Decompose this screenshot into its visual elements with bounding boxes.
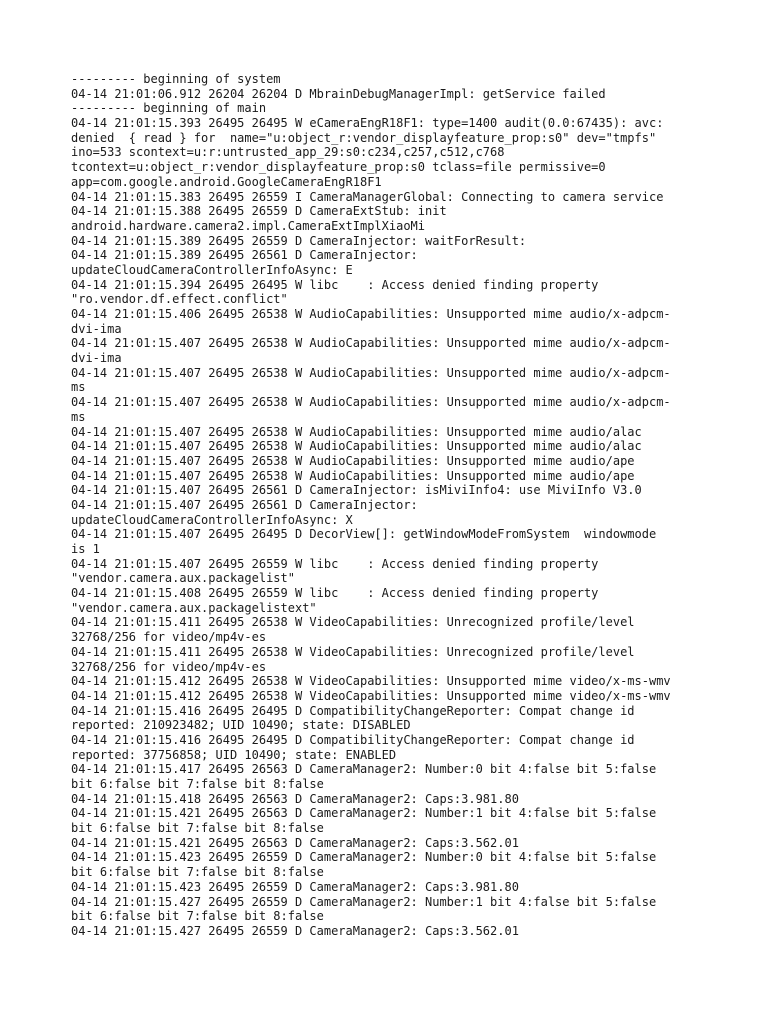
log-line: 04-14 21:01:15.412 26495 26538 W VideoCapabilities: Unsupported mime video/x-ms-wmv <box>71 674 671 689</box>
log-line: 04-14 21:01:15.416 26495 26495 D CompatibilityChangeReporter: Compat change id <box>71 703 635 718</box>
log-line: 04-14 21:01:06.912 26204 26204 D MbrainDebugManagerImpl: getService failed <box>71 86 606 101</box>
log-line: 04-14 21:01:15.408 26495 26559 W libc : Access denied finding property <box>71 586 599 601</box>
log-line: 04-14 21:01:15.423 26495 26559 D CameraManager2: Number:0 bit 4:false bit 5:false <box>71 850 657 865</box>
log-line: 04-14 21:01:15.383 26495 26559 I CameraManagerGlobal: Connecting to camera service <box>71 189 664 204</box>
log-line: 04-14 21:01:15.407 26495 26559 W libc : Access denied finding property <box>71 556 599 571</box>
log-line: ms <box>71 409 86 424</box>
log-line: denied { read } for name="u:object_r:vendor_displayfeature_prop:s0" dev="tmpfs" <box>71 130 657 145</box>
log-line: "vendor.camera.aux.packagelist" <box>71 571 295 586</box>
log-line: 04-14 21:01:15.406 26495 26538 W AudioCapabilities: Unsupported mime audio/x-adpcm- <box>71 307 671 321</box>
log-line: 04-14 21:01:15.407 26495 26538 W AudioCapabilities: Unsupported mime audio/x-adpcm- <box>71 365 671 380</box>
log-line: 04-14 21:01:15.421 26495 26563 D CameraManager2: Caps:3.562.01 <box>71 835 519 850</box>
log-line: 04-14 21:01:15.407 26495 26561 D CameraInjector: <box>71 497 418 512</box>
log-line: --------- beginning of main <box>71 101 267 116</box>
log-line: "vendor.camera.aux.packagelistext" <box>71 600 317 615</box>
log-line: 04-14 21:01:15.389 26495 26559 D CameraInjector: waitForResult: <box>71 233 527 248</box>
log-line: updateCloudCameraControllerInfoAsync: X <box>71 512 353 527</box>
log-line: ms <box>71 380 86 395</box>
log-line: dvi-ima <box>71 321 122 336</box>
log-line: reported: 210923482; UID 10490; state: DISABLED <box>71 718 411 733</box>
log-line: 04-14 21:01:15.421 26495 26563 D CameraManager2: Number:1 bit 4:false bit 5:false <box>71 806 657 821</box>
log-line: 04-14 21:01:15.407 26495 26538 W AudioCapabilities: Unsupported mime audio/ape <box>71 453 635 468</box>
log-line: bit 6:false bit 7:false bit 8:false <box>71 865 324 880</box>
log-line: --------- beginning of system <box>71 72 281 86</box>
log-line: 04-14 21:01:15.407 26495 26538 W AudioCapabilities: Unsupported mime audio/alac <box>71 439 642 454</box>
log-line: app=com.google.android.GoogleCameraEngR18F1 <box>71 174 382 189</box>
log-line: 04-14 21:01:15.393 26495 26495 W eCameraEngR18F1: type=1400 audit(0.0:67435): avc: <box>71 116 664 131</box>
log-line: dvi-ima <box>71 351 122 366</box>
log-line: 32768/256 for video/mp4v-es <box>71 659 267 674</box>
log-line: 04-14 21:01:15.407 26495 26561 D CameraInjector: isMiviInfo4: use MiviInfo V3.0 <box>71 483 642 498</box>
log-line: 04-14 21:01:15.418 26495 26563 D CameraManager2: Caps:3.981.80 <box>71 791 519 806</box>
log-line: "ro.vendor.df.effect.conflict" <box>71 292 288 307</box>
log-line: updateCloudCameraControllerInfoAsync: E <box>71 262 353 277</box>
log-line: 04-14 21:01:15.407 26495 26538 W AudioCapabilities: Unsupported mime audio/alac <box>71 424 642 439</box>
log-line: 04-14 21:01:15.411 26495 26538 W VideoCapabilities: Unrecognized profile/level <box>71 615 635 630</box>
log-line: 04-14 21:01:15.411 26495 26538 W VideoCapabilities: Unrecognized profile/level <box>71 644 635 659</box>
log-line: 04-14 21:01:15.427 26495 26559 D CameraManager2: Caps:3.562.01 <box>71 923 519 938</box>
log-line: 04-14 21:01:15.416 26495 26495 D CompatibilityChangeReporter: Compat change id <box>71 732 635 747</box>
log-line: reported: 37756858; UID 10490; state: ENABLED <box>71 747 397 762</box>
log-line: bit 6:false bit 7:false bit 8:false <box>71 909 324 924</box>
log-line: 04-14 21:01:15.407 26495 26495 D DecorView[]: getWindowModeFromSystem windowmode <box>71 527 657 542</box>
log-line: 04-14 21:01:15.412 26495 26538 W VideoCapabilities: Unsupported mime video/x-ms-wmv <box>71 688 671 703</box>
log-line: tcontext=u:object_r:vendor_displayfeature_prop:s0 tclass=file permissive=0 <box>71 160 606 175</box>
log-line: 04-14 21:01:15.407 26495 26538 W AudioCapabilities: Unsupported mime audio/x-adpcm- <box>71 336 671 351</box>
log-line: ino=533 scontext=u:r:untrusted_app_29:s0:c234,c257,c512,c768 <box>71 145 505 160</box>
log-line: 04-14 21:01:15.394 26495 26495 W libc : Access denied finding property <box>71 277 599 292</box>
log-line: 04-14 21:01:15.389 26495 26561 D CameraInjector: <box>71 248 418 263</box>
log-line: 04-14 21:01:15.388 26495 26559 D CameraExtStub: init <box>71 204 447 219</box>
log-line: 32768/256 for video/mp4v-es <box>71 630 267 645</box>
log-line: 04-14 21:01:15.423 26495 26559 D CameraManager2: Caps:3.981.80 <box>71 879 519 894</box>
log-line: 04-14 21:01:15.417 26495 26563 D CameraManager2: Number:0 bit 4:false bit 5:false <box>71 762 657 777</box>
log-line: android.hardware.camera2.impl.CameraExtImplXiaoMi <box>71 218 426 233</box>
log-line: 04-14 21:01:15.407 26495 26538 W AudioCapabilities: Unsupported mime audio/x-adpcm- <box>71 395 671 410</box>
log-line: is 1 <box>71 542 100 556</box>
log-line: bit 6:false bit 7:false bit 8:false <box>71 821 324 836</box>
log-line: 04-14 21:01:15.427 26495 26559 D CameraManager2: Number:1 bit 4:false bit 5:false <box>71 894 657 909</box>
log-line: bit 6:false bit 7:false bit 8:false <box>71 777 324 791</box>
log-text-block <box>71 72 711 939</box>
log-line: 04-14 21:01:15.407 26495 26538 W AudioCapabilities: Unsupported mime audio/ape <box>71 468 635 483</box>
